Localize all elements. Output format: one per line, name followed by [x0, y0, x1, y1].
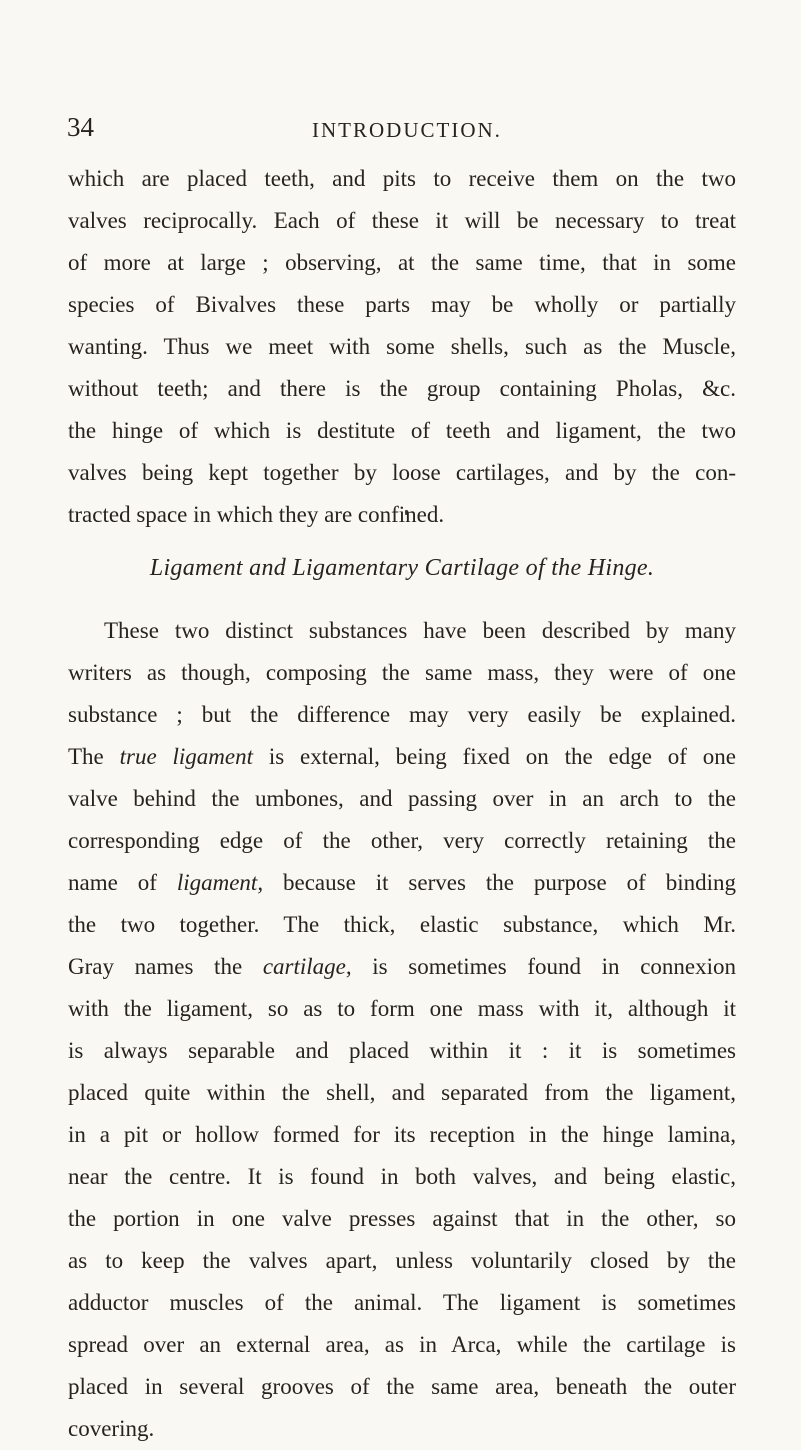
text-run: is external, being fixed on the edge of one [253, 744, 736, 769]
text-line: These two distinct substances have been described by many [104, 618, 736, 643]
running-title: INTRODUCTION. [312, 118, 502, 142]
text-line [68, 862, 736, 904]
text-line: covering. [68, 1416, 155, 1441]
text-line [68, 736, 736, 778]
italic-term-ligament: ligament, [176, 870, 264, 895]
text-line: valves being kept together by loose cartilages, and by the con- [68, 460, 736, 485]
text-line: is always separable and placed within it : it is sometimes [68, 1038, 736, 1063]
text-line: tracted space in which they are confined. [68, 502, 445, 527]
text-line: in a pit or hollow formed for its reception in the hinge lamina, [68, 1122, 736, 1147]
text-line: with the ligament, so as to form one mass with it, although it [68, 996, 736, 1021]
text-line [68, 946, 736, 988]
paragraph-1 [68, 158, 736, 536]
body-text [68, 158, 736, 1450]
text-run: Gray names the [68, 954, 263, 979]
page-number: 34 [67, 112, 94, 142]
text-line: the hinge of which is destitute of teeth and ligament, the two [68, 418, 736, 443]
section-heading: Ligament and Ligamentary Cartilage of the Hinge. [149, 555, 655, 581]
paragraph-2 [68, 610, 736, 1450]
text-line: substance ; but the difference may very easily be explained. [68, 702, 736, 727]
text-line: near the centre. It is found in both valves, and being elastic, [68, 1164, 736, 1189]
text-run: name of [68, 870, 177, 895]
text-line: the portion in one valve presses against that in the other, so [68, 1206, 736, 1231]
text-run: The [68, 744, 120, 769]
italic-term-true-ligament: true ligament [119, 744, 253, 769]
text-line: wanting. Thus we meet with some shells, such as the Muscle, [68, 334, 736, 359]
text-line: writers as though, composing the same mass, they were of one [68, 660, 736, 685]
text-line: spread over an external area, as in Arca, while the cartilage is [68, 1332, 736, 1357]
text-line: adductor muscles of the animal. The ligament is sometimes [68, 1290, 736, 1315]
text-line: valves reciprocally. Each of these it will be necessary to treat [68, 208, 736, 233]
text-line: placed quite within the shell, and separated from the ligament, [68, 1080, 736, 1105]
text-line: the two together. The thick, elastic substance, which Mr. [68, 912, 736, 937]
text-line: species of Bivalves these parts may be wholly or partially [68, 292, 736, 317]
text-line: without teeth; and there is the group containing Pholas, &c. [68, 376, 736, 401]
text-line: valve behind the umbones, and passing over in an arch to the [68, 786, 736, 811]
text-line: of more at large ; observing, at the same time, that in some [68, 250, 736, 275]
text-line: corresponding edge of the other, very correctly retaining the [68, 828, 736, 853]
text-line: which are placed teeth, and pits to receive them on the two [68, 166, 736, 191]
text-line: as to keep the valves apart, unless voluntarily closed by the [68, 1248, 736, 1273]
text-line: placed in several grooves of the same area, beneath the outer [68, 1374, 736, 1399]
italic-term-cartilage: cartilage, [262, 954, 352, 979]
text-run: because it serves the purpose of binding [263, 870, 736, 895]
text-run: is sometimes found in connexion [351, 954, 737, 979]
